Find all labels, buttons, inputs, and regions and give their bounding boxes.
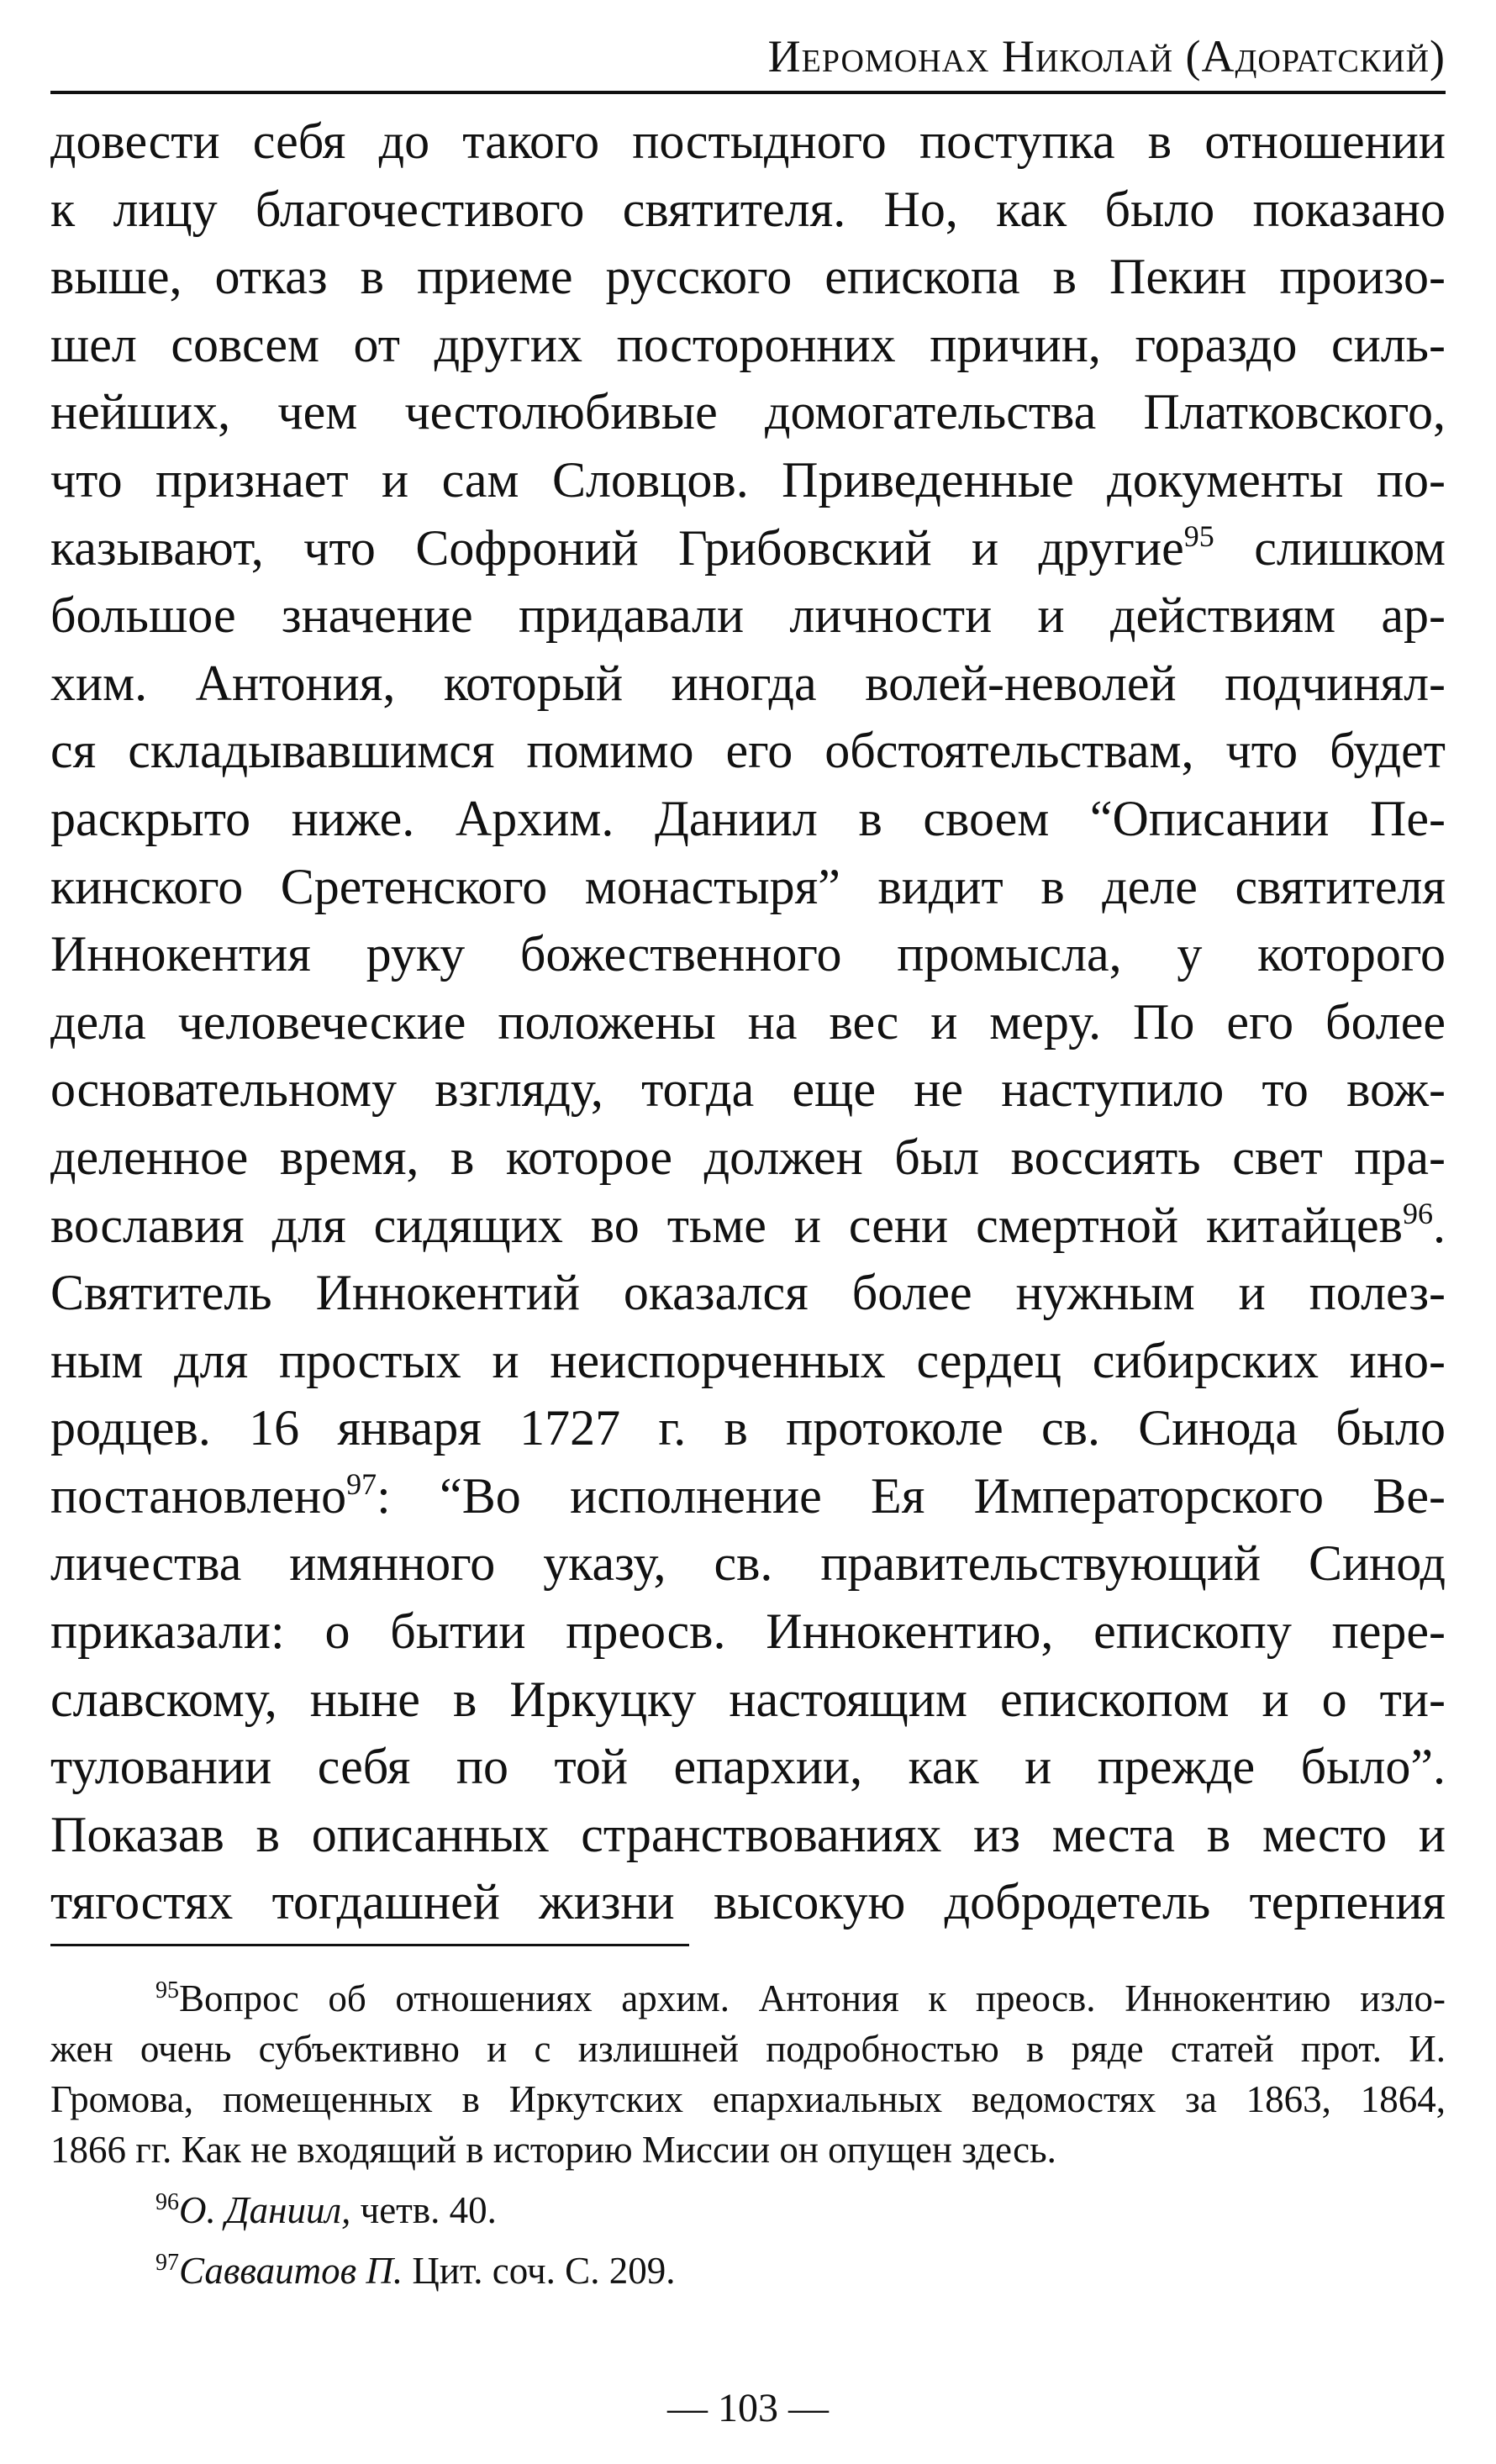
footnote-ref-97[interactable]: 97: [346, 1466, 377, 1501]
text-line-25: туловании себя по той епархии, как и прежде было”.: [50, 1739, 1446, 1795]
text-line-20: родцев. 16 января 1727 г. в протоколе св. Синода было: [50, 1400, 1446, 1456]
text-line-24: славскому, ныне в Иркуцку настоящим епископом и о ти-: [50, 1671, 1446, 1727]
text-line-16: деленное время, в которое должен был воссиять свет пра-: [50, 1129, 1446, 1185]
text-line-5: нейших, чем честолюбивые домогательства Платковского,: [50, 384, 1446, 440]
footnote-96-text: четв. 40.: [350, 2189, 497, 2231]
text-line-7: [50, 514, 1446, 582]
footnote-95-line-2: жен очень субъективно и с излишней подробностью в ряде статей прот. И.: [50, 2028, 1446, 2070]
text-line-15: основательному взгляду, тогда еще не наступило то вож-: [50, 1061, 1446, 1118]
text-line-19: ным для простых и неиспорченных сердец сибирских ино-: [50, 1332, 1446, 1388]
header-rule: [50, 91, 1446, 94]
footnote-95-mark: 95: [155, 1977, 179, 2003]
text-line-17-start: вославия для сидящих во тьме и сени смертной китайцев: [50, 1197, 1403, 1253]
text-line-12: кинского Сретенского монастыря” видит в деле святителя: [50, 858, 1446, 914]
text-line-17-end: .: [1433, 1197, 1446, 1253]
footnote-ref-95[interactable]: 95: [1183, 519, 1214, 553]
text-line-11: раскрыто ниже. Архим. Даниил в своем “Описании Пе-: [50, 790, 1446, 846]
footnote-97-text: Цит. соч. С. 209.: [403, 2250, 676, 2292]
running-title: Иеромонах Николай (Адоратский): [767, 31, 1446, 82]
text-line-21: [50, 1462, 1446, 1530]
footnote-95-line-3: Громова, помещенных в Иркутских епархиальных ведомостях за 1863, 1864,: [50, 2078, 1446, 2120]
footnote-divider: [50, 1944, 689, 1946]
main-text: [50, 108, 1446, 1936]
text-line-3: выше, отказ в приеме русского епископа в Пекин произо-: [50, 249, 1446, 305]
footnote-96-mark: 96: [155, 2189, 179, 2215]
footnote-97: [50, 2246, 1446, 2296]
footnote-96: [50, 2185, 1446, 2235]
text-line-26: Показав в описанных странствованиях из места в место и: [50, 1806, 1446, 1862]
text-line-6: что признает и сам Словцов. Приведенные документы по-: [50, 451, 1446, 508]
text-line-17: [50, 1192, 1446, 1260]
running-header: [50, 30, 1446, 84]
text-line-2: к лицу благочестивого святителя. Но, как было показано: [50, 181, 1446, 237]
text-line-21-start: постановлено: [50, 1467, 347, 1524]
text-line-1: довести себя до такого постыдного поступка в отношении: [50, 113, 1446, 169]
footnote-95-line-4: 1866 гг. Как не входящий в историю Миссии он опущен здесь.: [50, 2129, 1056, 2171]
text-line-7-start: казывают, что Софроний Грибовский и другие: [50, 519, 1184, 576]
text-line-18: Святитель Иннокентий оказался более нужным и полез-: [50, 1265, 1446, 1321]
text-line-8: большое значение придавали личности и действиям ар-: [50, 587, 1446, 644]
text-line-7-end: слишком: [1254, 519, 1446, 576]
footnotes: [50, 1973, 1446, 2296]
text-line-10: ся складывавшимся помимо его обстоятельствам, что будет: [50, 723, 1446, 779]
text-line-27: тягостях тогдашней жизни высокую добродетель терпения: [50, 1874, 1446, 1930]
text-line-9: хим. Антония, который иногда волей-неволей подчинял-: [50, 655, 1446, 711]
page-number: — 103 —: [667, 2386, 829, 2430]
footnote-97-author: Савваитов П.: [179, 2250, 403, 2292]
footnote-ref-96[interactable]: 96: [1403, 1196, 1433, 1230]
footnote-96-author: О. Даниил,: [179, 2189, 351, 2231]
text-line-4: шел совсем от других посторонних причин, гораздо силь-: [50, 316, 1446, 372]
footnote-97-mark: 97: [155, 2250, 179, 2276]
text-line-14: дела человеческие положены на вес и меру. По его более: [50, 993, 1446, 1050]
text-line-21-end: : “Во исполнение Ея Императорского Ве-: [377, 1467, 1446, 1524]
text-line-23: приказали: о бытии преосв. Иннокентию, епископу пере-: [50, 1603, 1446, 1660]
footnote-95-line-1: $^{95}$Вопрос об отношениях архим. Антония к преосв. Иннокентию изло-: [155, 1977, 1446, 2019]
text-line-13: Иннокентия руку божественного промысла, у которого: [50, 926, 1446, 982]
text-line-22: личества имянного указу, св. правительствующий Синод: [50, 1535, 1446, 1592]
